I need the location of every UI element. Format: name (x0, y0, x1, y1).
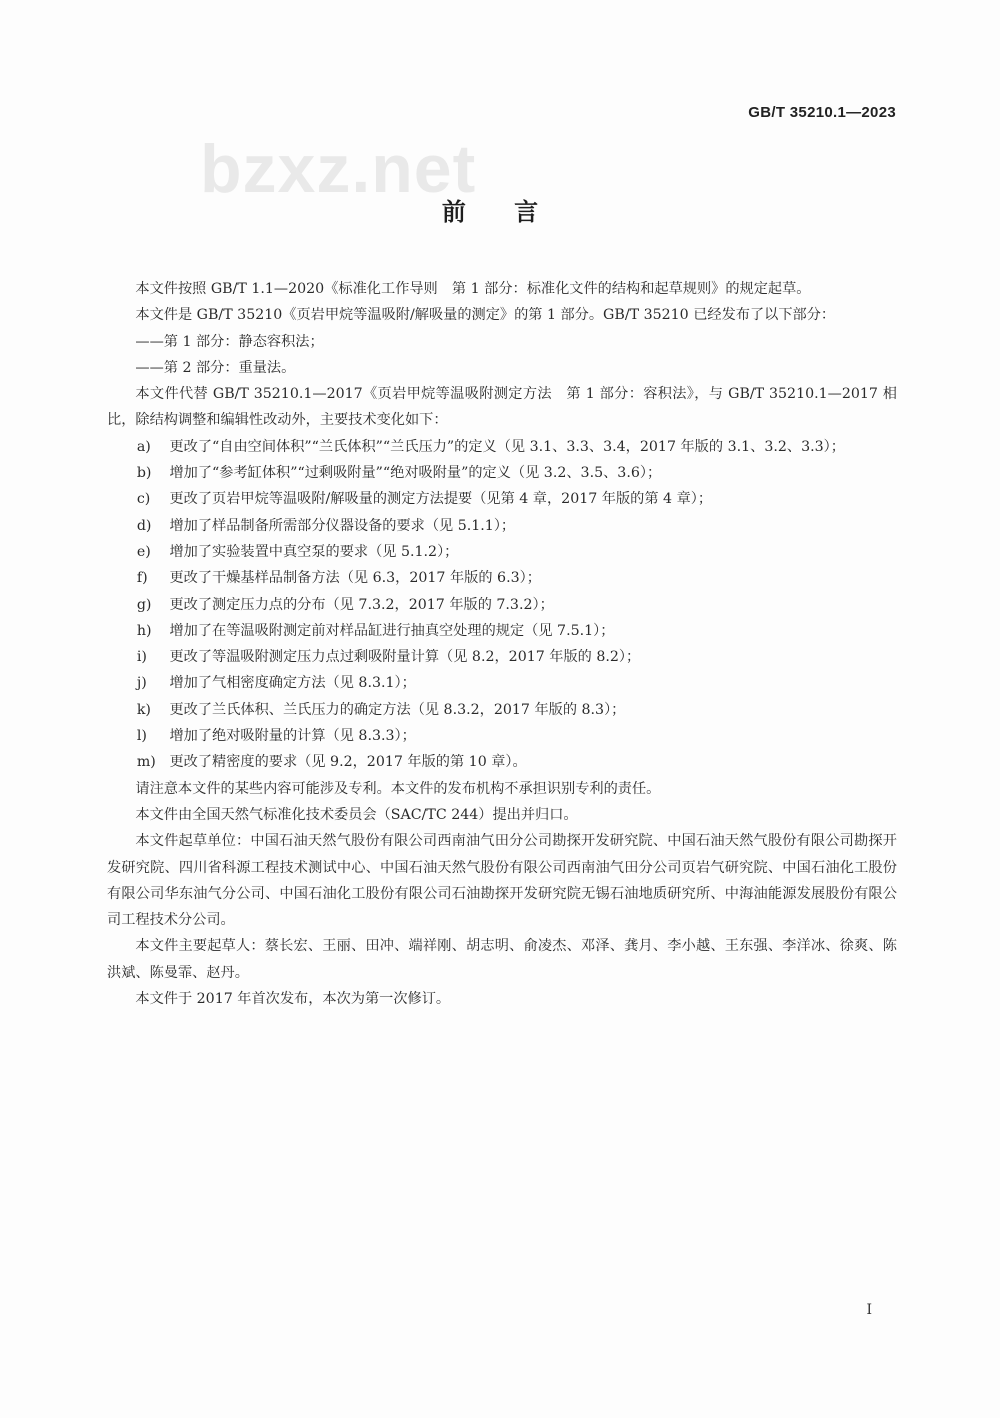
list-text: 增加了样品制备所需部分仪器设备的要求（见 5.1.1）； (169, 517, 516, 534)
list-text: 更改了页岩甲烷等温吸附/解吸量的测定方法提要（见第 4 章，2017 年版的第 4 章）； (169, 491, 713, 508)
list-label: f) (136, 570, 148, 587)
list-label: h) (136, 622, 152, 639)
paragraph: 本文件于 2017 年首次发布，本次为第一次修订。 (135, 991, 451, 1008)
paragraph: 本文件是 GB/T 35210《页岩甲烷等温吸附/解吸量的测定》的第 1 部分。GB/T 35210 已经发布了以下部分： (135, 307, 836, 324)
list-item (107, 644, 897, 670)
watermark: bzxz.net (200, 131, 477, 207)
list-item (107, 565, 897, 591)
list-text: 更改了干燥基样品制备方法（见 6.3，2017 年版的 6.3）； (169, 570, 541, 587)
list-item (107, 618, 897, 644)
page-title: 前 言 (441, 198, 559, 226)
list-label: m) (136, 754, 156, 771)
list-text: 增加了气相密度确定方法（见 8.3.1）； (169, 675, 416, 692)
list-item (107, 513, 897, 539)
list-item (107, 723, 897, 749)
list-item (107, 486, 897, 512)
list-label: j) (136, 675, 147, 692)
list-item (107, 460, 897, 486)
list-label: k) (136, 701, 151, 718)
list-text: 更改了精密度的要求（见 9.2，2017 年版的第 10 章）。 (169, 754, 527, 771)
paragraph: 本文件代替 GB/T 35210.1—2017《页岩甲烷等温吸附测定方法 第 1 部分：容积法》，与 GB/T 35210.1—2017 相比，除结构调整和编辑性改动外，主要技术变化如下： (107, 386, 897, 429)
list-item (107, 749, 897, 775)
list-text: 增加了绝对吸附量的计算（见 8.3.3）； (169, 728, 416, 745)
list-text: 更改了兰氏体积、兰氏压力的确定方法（见 8.3.2，2017 年版的 8.3）； (169, 701, 626, 718)
list-label: g) (136, 596, 152, 613)
list-text: 更改了等温吸附测定压力点过剩吸附量计算（见 8.2，2017 年版的 8.2）； (169, 649, 641, 666)
list-label: i) (136, 649, 147, 666)
paragraph: 请注意本文件的某些内容可能涉及专利。本文件的发布机构不承担识别专利的责任。 (135, 780, 661, 797)
paragraph: 本文件按照 GB/T 1.1—2020《标准化工作导则 第 1 部分：标准化文件的结构和起草规则》的规定起草。 (135, 281, 811, 297)
list-text: 更改了“自由空间体积”“兰氏体积”“兰氏压力”的定义（见 3.1、3.3、3.4，2017 年版的 3.1、3.2、3.3）； (169, 438, 845, 455)
list-label: b) (136, 465, 152, 482)
list-label: d) (136, 517, 152, 534)
foreword-body (107, 276, 897, 1012)
list-item (107, 434, 897, 460)
standard-number: GB/T 35210.1—2023 (748, 104, 896, 121)
part-item: ——第 2 部分：重量法。 (135, 359, 296, 376)
list-text: 更改了测定压力点的分布（见 7.3.2，2017 年版的 7.3.2）； (169, 596, 554, 613)
part-item: ——第 1 部分：静态容积法； (135, 333, 324, 350)
list-label: l) (136, 728, 147, 745)
list-text: 增加了实验装置中真空泵的要求（见 5.1.2）； (169, 543, 459, 560)
list-label: e) (136, 543, 151, 560)
list-text: 增加了在等温吸附测定前对样品缸进行抽真空处理的规定（见 7.5.1）； (169, 622, 615, 639)
list-label: c) (136, 491, 151, 508)
list-item (107, 670, 897, 696)
list-item (107, 697, 897, 723)
page-number: I (866, 1302, 872, 1318)
list-item (107, 592, 897, 618)
list-label: a) (136, 438, 151, 455)
paragraph: 本文件起草单位：中国石油天然气股份有限公司西南油气田分公司勘探开发研究院、中国石油天然气股份有限公司勘探开发研究院、四川省科源工程技术测试中心、中国石油天然气股份有限公司西南油气田分公司页岩气研究院、中国石油化工股份有限公司华东油气分公司、中国石油化工股份有限公司石油勘探开发研究院无锡石油地质研究所、中海油能源发展股份有限公司工程技术分公司。 (107, 833, 897, 929)
list-text: 增加了“参考缸体积”“过剩吸附量”“绝对吸附量”的定义（见 3.2、3.5、3.6）； (169, 465, 662, 482)
list-item (107, 539, 897, 565)
paragraph: 本文件由全国天然气标准化技术委员会（SAC/TC 244）提出并归口。 (135, 806, 578, 823)
paragraph: 本文件主要起草人：蔡长宏、王丽、田冲、端祥刚、胡志明、俞凌杰、邓泽、龚月、李小越、王东强、李洋冰、徐爽、陈洪斌、陈曼霏、赵丹。 (107, 938, 897, 981)
